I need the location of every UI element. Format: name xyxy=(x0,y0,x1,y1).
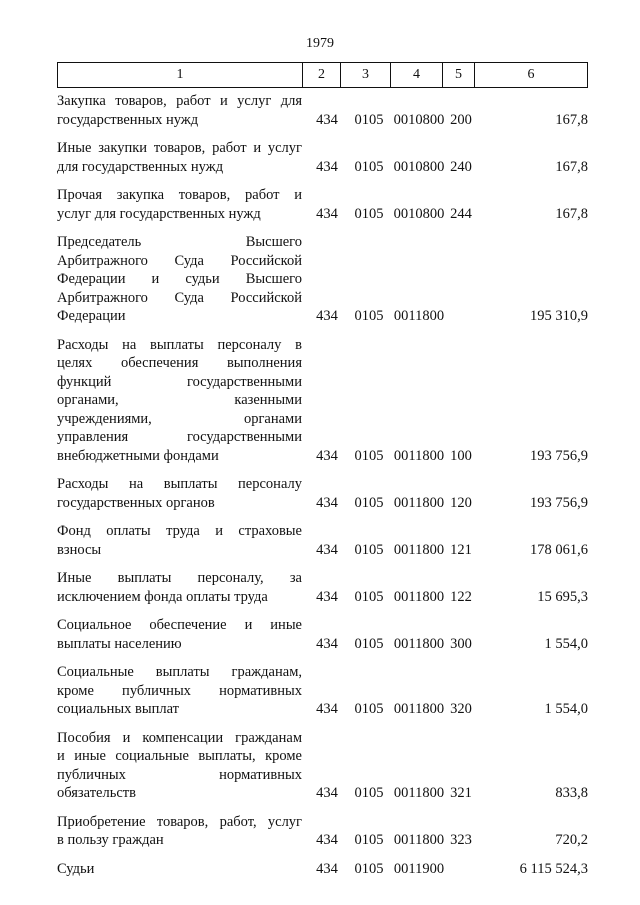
description-line: взносы xyxy=(57,541,102,558)
description-line: для государственных нужд xyxy=(57,158,224,175)
row-code-section: 0105 xyxy=(354,785,384,801)
row-code-ministry: 434 xyxy=(316,701,338,717)
row-code-expense-type: 321 xyxy=(450,785,472,801)
table-row xyxy=(57,336,588,466)
row-code-section: 0105 xyxy=(354,308,384,324)
row-code-section: 0105 xyxy=(354,860,384,877)
description-line: целях обеспечения выполнения xyxy=(57,355,302,371)
row-code-target: 0011800 xyxy=(393,635,445,652)
header-col-2: 2 xyxy=(303,63,341,87)
row-description xyxy=(57,616,302,653)
row-code-ministry: 434 xyxy=(316,447,338,464)
header-col-1: 1 xyxy=(58,63,303,87)
header-col-4: 4 xyxy=(391,63,443,87)
row-amount: 15 695,3 xyxy=(537,588,588,605)
row-code-expense-type: 122 xyxy=(450,588,472,605)
row-code-target: 0010800 xyxy=(393,111,445,128)
row-code-ministry: 434 xyxy=(316,111,338,128)
table-row xyxy=(57,616,588,653)
row-description xyxy=(57,663,302,719)
row-amount: 6 115 524,3 xyxy=(519,860,588,877)
description-line: Пособия и компенсации гражданам xyxy=(57,729,302,746)
row-code-ministry: 434 xyxy=(316,785,338,801)
description-line: функций государственными xyxy=(57,373,302,390)
description-line: Судьи xyxy=(57,860,95,877)
description-line: исключением фонда оплаты труда xyxy=(57,588,268,605)
row-code-expense-type: 200 xyxy=(450,111,472,128)
header-col-5: 5 xyxy=(443,63,475,87)
table-row xyxy=(57,729,588,803)
row-code-ministry: 434 xyxy=(316,308,338,324)
description-line: учреждениями, органами xyxy=(57,410,302,427)
table-row xyxy=(57,813,588,850)
row-code-target: 0011800 xyxy=(393,541,445,558)
description-line: Иные выплаты персоналу, за xyxy=(57,570,302,586)
row-amount: 720,2 xyxy=(555,832,588,848)
row-code-expense-type: 121 xyxy=(450,541,472,558)
row-code-expense-type: 300 xyxy=(450,635,472,652)
description-line: государственных органов xyxy=(57,494,215,511)
row-description xyxy=(57,860,302,879)
row-code-expense-type: 100 xyxy=(450,447,472,464)
description-line: управления государственными xyxy=(57,429,302,445)
row-code-ministry: 434 xyxy=(316,588,338,605)
table-row xyxy=(57,569,588,606)
row-amount: 833,8 xyxy=(555,785,588,801)
row-amount: 167,8 xyxy=(555,205,588,222)
row-code-section: 0105 xyxy=(354,205,384,222)
header-col-3: 3 xyxy=(341,63,391,87)
row-code-target: 0011800 xyxy=(393,785,445,801)
description-line: Расходы на выплаты персоналу в xyxy=(57,336,302,353)
header-col-6: 6 xyxy=(527,67,535,82)
row-code-section: 0105 xyxy=(354,701,384,717)
row-code-target: 0011800 xyxy=(393,494,445,511)
row-code-target: 0010800 xyxy=(393,205,445,222)
row-code-section: 0105 xyxy=(354,635,384,652)
row-code-ministry: 434 xyxy=(316,832,338,848)
row-description xyxy=(57,139,302,176)
row-description xyxy=(57,92,302,129)
row-amount: 1 554,0 xyxy=(544,635,588,652)
row-code-section: 0105 xyxy=(354,447,384,464)
description-line: органами, казенными xyxy=(57,392,302,408)
row-code-ministry: 434 xyxy=(316,158,338,175)
description-line: государственных нужд xyxy=(57,111,199,128)
description-line: Председатель Высшего xyxy=(57,234,302,250)
row-code-section: 0105 xyxy=(354,541,384,558)
row-description xyxy=(57,569,302,606)
row-description xyxy=(57,475,302,512)
row-amount: 193 756,9 xyxy=(530,494,588,511)
row-code-target: 0011800 xyxy=(393,447,445,464)
row-code-expense-type: 244 xyxy=(450,205,472,222)
description-line: Федерации xyxy=(57,308,126,324)
row-description xyxy=(57,336,302,466)
row-code-expense-type: 320 xyxy=(450,701,472,717)
row-code-ministry: 434 xyxy=(316,494,338,511)
row-amount: 193 756,9 xyxy=(530,447,588,464)
table-row xyxy=(57,186,588,223)
table-body xyxy=(57,92,588,888)
table-row xyxy=(57,663,588,719)
row-description xyxy=(57,729,302,803)
row-amount: 167,8 xyxy=(555,111,588,128)
row-description xyxy=(57,233,302,326)
row-code-section: 0105 xyxy=(354,832,384,848)
description-line: обязательств xyxy=(57,785,136,801)
description-line: и иные социальные выплаты, кроме xyxy=(57,748,302,764)
table-row xyxy=(57,522,588,559)
row-amount: 195 310,9 xyxy=(530,308,588,324)
description-line: Фонд оплаты труда и страховые xyxy=(57,523,302,539)
description-line: в пользу граждан xyxy=(57,832,164,848)
description-line: Социальные выплаты гражданам, xyxy=(57,664,302,680)
row-description xyxy=(57,813,302,850)
description-line: Федерации и судьи Высшего xyxy=(57,271,302,287)
description-line: Приобретение товаров, работ, услуг xyxy=(57,813,302,830)
row-code-section: 0105 xyxy=(354,494,384,511)
row-amount: 167,8 xyxy=(555,158,588,175)
table-row xyxy=(57,92,588,129)
table-row xyxy=(57,860,588,879)
table-row xyxy=(57,475,588,512)
row-amount: 178 061,6 xyxy=(530,541,588,558)
description-line: внебюджетными фондами xyxy=(57,447,219,464)
table-header xyxy=(57,62,588,88)
row-code-section: 0105 xyxy=(354,588,384,605)
row-code-target: 0011800 xyxy=(393,308,445,324)
row-code-section: 0105 xyxy=(354,158,384,175)
description-line: Арбитражного Суда Российской xyxy=(57,252,302,269)
description-line: публичных нормативных xyxy=(57,766,302,783)
row-code-target: 0010800 xyxy=(393,158,445,175)
row-amount: 1 554,0 xyxy=(544,701,588,717)
description-line: Прочая закупка товаров, работ и xyxy=(57,187,302,203)
row-code-ministry: 434 xyxy=(316,860,338,877)
row-description xyxy=(57,522,302,559)
row-code-target: 0011800 xyxy=(393,701,445,717)
table-row xyxy=(57,233,588,326)
row-code-ministry: 434 xyxy=(316,205,338,222)
description-line: Закупка товаров, работ и услуг для xyxy=(57,93,302,109)
description-line: Иные закупки товаров, работ и услуг xyxy=(57,140,302,156)
row-description xyxy=(57,186,302,223)
description-line: услуг для государственных нужд xyxy=(57,205,261,222)
row-code-ministry: 434 xyxy=(316,635,338,652)
row-code-target: 0011800 xyxy=(393,832,445,848)
row-code-expense-type: 323 xyxy=(450,832,472,848)
row-code-expense-type: 240 xyxy=(450,158,472,175)
row-code-section: 0105 xyxy=(354,111,384,128)
description-line: выплаты населению xyxy=(57,635,182,652)
description-line: Арбитражного Суда Российской xyxy=(57,289,302,306)
row-code-target: 0011900 xyxy=(393,860,445,877)
page-number: 1979 xyxy=(306,36,334,51)
row-code-expense-type: 120 xyxy=(450,494,472,511)
table-row xyxy=(57,139,588,176)
description-line: Социальное обеспечение и иные xyxy=(57,617,302,633)
row-code-ministry: 434 xyxy=(316,541,338,558)
description-line: кроме публичных нормативных xyxy=(57,682,302,699)
row-code-target: 0011800 xyxy=(393,588,445,605)
description-line: Расходы на выплаты персоналу xyxy=(57,476,302,492)
description-line: социальных выплат xyxy=(57,701,179,717)
